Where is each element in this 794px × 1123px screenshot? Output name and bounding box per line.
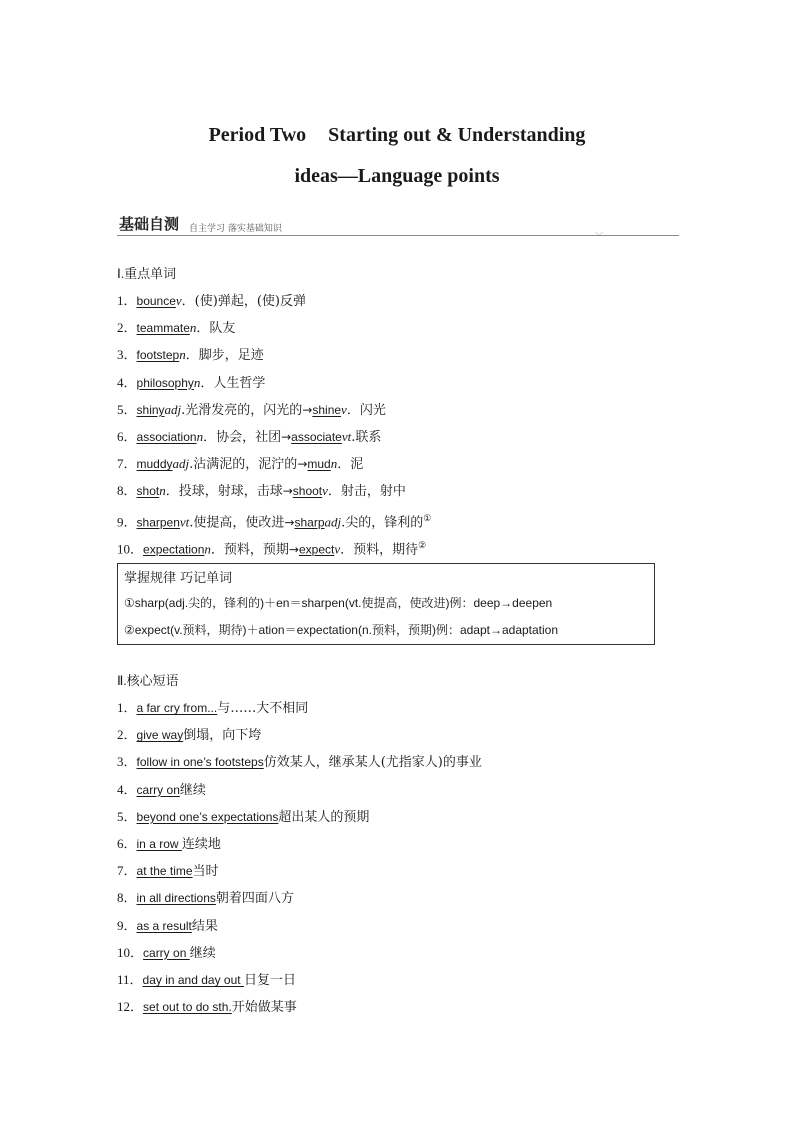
item-number: 6．: [117, 429, 137, 444]
item-number: 2．: [117, 727, 137, 743]
word-definition: ．队友: [196, 321, 236, 337]
item-number: 6．: [117, 836, 137, 851]
phrase-definition: 日复一日: [243, 973, 296, 988]
word-item: [117, 538, 426, 558]
item-number: 12．: [117, 999, 144, 1015]
word-term: sharpen: [136, 514, 180, 529]
phrase-term: in a row: [136, 837, 182, 851]
memory-tip-box: [117, 563, 655, 645]
part-of-speech: adj: [164, 401, 182, 417]
item-number: 4．: [117, 374, 137, 390]
phrase-definition: 当时: [192, 864, 219, 880]
item-number: 2．: [117, 320, 137, 336]
derived-definition: .联系: [351, 430, 382, 445]
words-heading: Ⅰ.重点单词: [117, 266, 177, 281]
phrase-item: [117, 945, 216, 962]
derived-definition: ．泥: [337, 457, 364, 473]
phrase-item: [117, 918, 218, 935]
phrase-term: in all directions: [136, 891, 216, 906]
footnote-mark: ②: [418, 540, 427, 551]
phrase-item: [117, 972, 296, 989]
title-topic: Starting out & Understanding: [328, 124, 586, 146]
derived-definition: .尖的，锋利的: [341, 514, 424, 530]
phrase-definition: 仿效某人，继承某人(尤指家人)的事业: [263, 755, 482, 771]
phrase-item: [117, 754, 482, 771]
phrase-item: [117, 782, 206, 799]
phrase-definition: 倒塌，向下垮: [183, 728, 262, 744]
phrase-definition: 继续: [189, 945, 216, 961]
phrase-item: [117, 999, 297, 1016]
part-of-speech: n: [193, 374, 201, 390]
item-number: 4．: [117, 781, 137, 797]
word-definition: ．人生哲学: [200, 375, 266, 391]
derivation-arrow-icon: →: [284, 514, 295, 529]
derived-part-of-speech: vt: [341, 429, 352, 444]
phrase-item: [117, 890, 294, 907]
item-number: 9．: [117, 917, 137, 933]
item-number: 11．: [117, 972, 143, 987]
derived-part-of-speech: v: [341, 401, 347, 417]
item-number: 1．: [117, 700, 137, 715]
footnote-mark: ①: [423, 513, 432, 524]
word-item: [117, 375, 265, 392]
page-title-line1: [0, 124, 794, 147]
word-definition: .光滑发亮的，闪光的: [181, 402, 303, 418]
word-item: [117, 402, 386, 419]
phrase-definition: 与……大不相同: [217, 701, 309, 716]
item-number: 3．: [117, 347, 137, 363]
phrases-heading: Ⅱ.核心短语: [117, 673, 179, 688]
phrase-item: [117, 809, 369, 826]
word-term: teammate: [136, 321, 190, 336]
word-item: [117, 511, 431, 531]
derived-word: shine: [312, 402, 342, 417]
item-number: 8．: [117, 890, 137, 906]
word-term: association: [136, 430, 197, 444]
word-term: philosophy: [136, 375, 194, 390]
derived-part-of-speech: adj: [324, 513, 342, 529]
derived-definition: ．预料，期待: [340, 542, 419, 558]
item-number: 5．: [117, 401, 137, 417]
phrase-term: carry on: [136, 782, 180, 797]
part-of-speech: adj: [172, 456, 190, 472]
item-number: 9．: [117, 513, 137, 529]
phrase-item: [117, 700, 308, 717]
word-item: [117, 293, 306, 310]
part-of-speech: v: [175, 293, 182, 308]
memory-tip-rule-1: ①sharp(adj.尖的，锋利的)＋en＝sharpen(vt.使提高，使改进)例：deep→deepen: [124, 596, 553, 610]
derivation-arrow-icon: →: [302, 402, 313, 417]
word-definition: ．投球，射球，击球: [165, 484, 283, 500]
derived-word: sharp: [294, 514, 325, 529]
item-number: 10．: [117, 944, 144, 960]
section-subtitle: 自主学习 落实基础知识: [189, 224, 282, 234]
phrase-item: [117, 863, 219, 880]
phrase-term: day in and day out: [142, 973, 244, 987]
part-of-speech: n: [179, 347, 186, 363]
part-of-speech: n: [189, 320, 197, 336]
word-definition: .沾满泥的，泥泞的: [189, 457, 298, 473]
item-number: 8．: [117, 483, 137, 499]
phrase-definition: 开始做某事: [231, 1000, 297, 1016]
derived-part-of-speech: v: [334, 541, 341, 557]
phrase-definition: 继续: [179, 782, 206, 798]
derivation-arrow-icon: →: [288, 542, 299, 557]
word-term: bounce: [136, 294, 176, 308]
page-title-line2: ideas—Language points: [294, 165, 500, 187]
item-number: 1．: [117, 293, 137, 308]
memory-tip-title: 掌握规律 巧记单词: [124, 571, 233, 586]
phrase-definition: 超出某人的预期: [278, 809, 370, 825]
phrase-definition: 连续地: [181, 837, 221, 852]
derivation-arrow-icon: →: [282, 484, 293, 499]
phrase-term: give way: [136, 728, 184, 743]
section-header: [117, 212, 679, 241]
divider-notch-icon: ﹀: [595, 232, 603, 241]
word-definition: ．(使)弹起，(使)反弹: [181, 294, 306, 309]
item-number: 7．: [117, 863, 137, 879]
word-item: [117, 483, 406, 500]
phrase-term: beyond one’s expectations: [136, 809, 279, 824]
title-period: Period Two: [208, 124, 307, 146]
word-term: footstep: [136, 348, 180, 363]
word-item: [117, 347, 264, 364]
derivation-arrow-icon: →: [281, 430, 292, 444]
word-definition: ．脚步，足迹: [185, 348, 264, 364]
word-term: muddy: [136, 457, 173, 472]
phrase-item: [117, 836, 221, 853]
word-term: expectation: [143, 542, 205, 557]
phrase-term: set out to do sth.: [143, 1000, 232, 1015]
word-definition: ．协会，社团: [203, 430, 282, 445]
derivation-arrow-icon: →: [297, 457, 308, 472]
item-number: 7．: [117, 456, 137, 472]
derived-word: shoot: [292, 484, 323, 499]
word-definition: .使提高，使改进: [189, 514, 285, 530]
word-term: shot: [136, 484, 160, 499]
part-of-speech: n: [196, 429, 204, 444]
phrase-definition: 结果: [191, 918, 218, 934]
word-item: [117, 320, 235, 337]
word-item: [117, 456, 363, 473]
word-definition: ．预料，预期: [210, 542, 289, 558]
word-term: shiny: [136, 402, 165, 417]
derived-word: expect: [298, 542, 335, 557]
section-title: 基础自测: [119, 215, 180, 233]
item-number: 10．: [117, 541, 144, 557]
phrase-item: [117, 727, 261, 744]
phrase-definition: 朝着四面八方: [215, 891, 294, 907]
phrase-term: follow in one’s footsteps: [136, 755, 264, 770]
item-number: 5．: [117, 808, 137, 824]
derived-definition: ．闪光: [346, 402, 386, 418]
derived-word: mud: [307, 457, 331, 472]
phrase-term: a far cry from...: [136, 701, 218, 715]
word-item: [117, 429, 381, 446]
memory-tip-rule-2: ②expect(v.预料，期待)＋ation＝expectation(n.预料，预期)例：adapt→adaptation: [124, 623, 559, 637]
part-of-speech: vt: [179, 513, 190, 529]
derived-word: associate: [291, 430, 342, 444]
phrase-term: at the time: [136, 864, 193, 879]
item-number: 3．: [117, 754, 137, 770]
derived-definition: ．射击，射中: [327, 484, 406, 500]
derived-part-of-speech: n: [330, 456, 338, 472]
phrase-term: as a result: [136, 918, 192, 933]
phrase-term: carry on: [143, 945, 190, 960]
derived-part-of-speech: v: [322, 483, 328, 499]
part-of-speech: n: [204, 541, 211, 557]
part-of-speech: n: [159, 483, 166, 499]
